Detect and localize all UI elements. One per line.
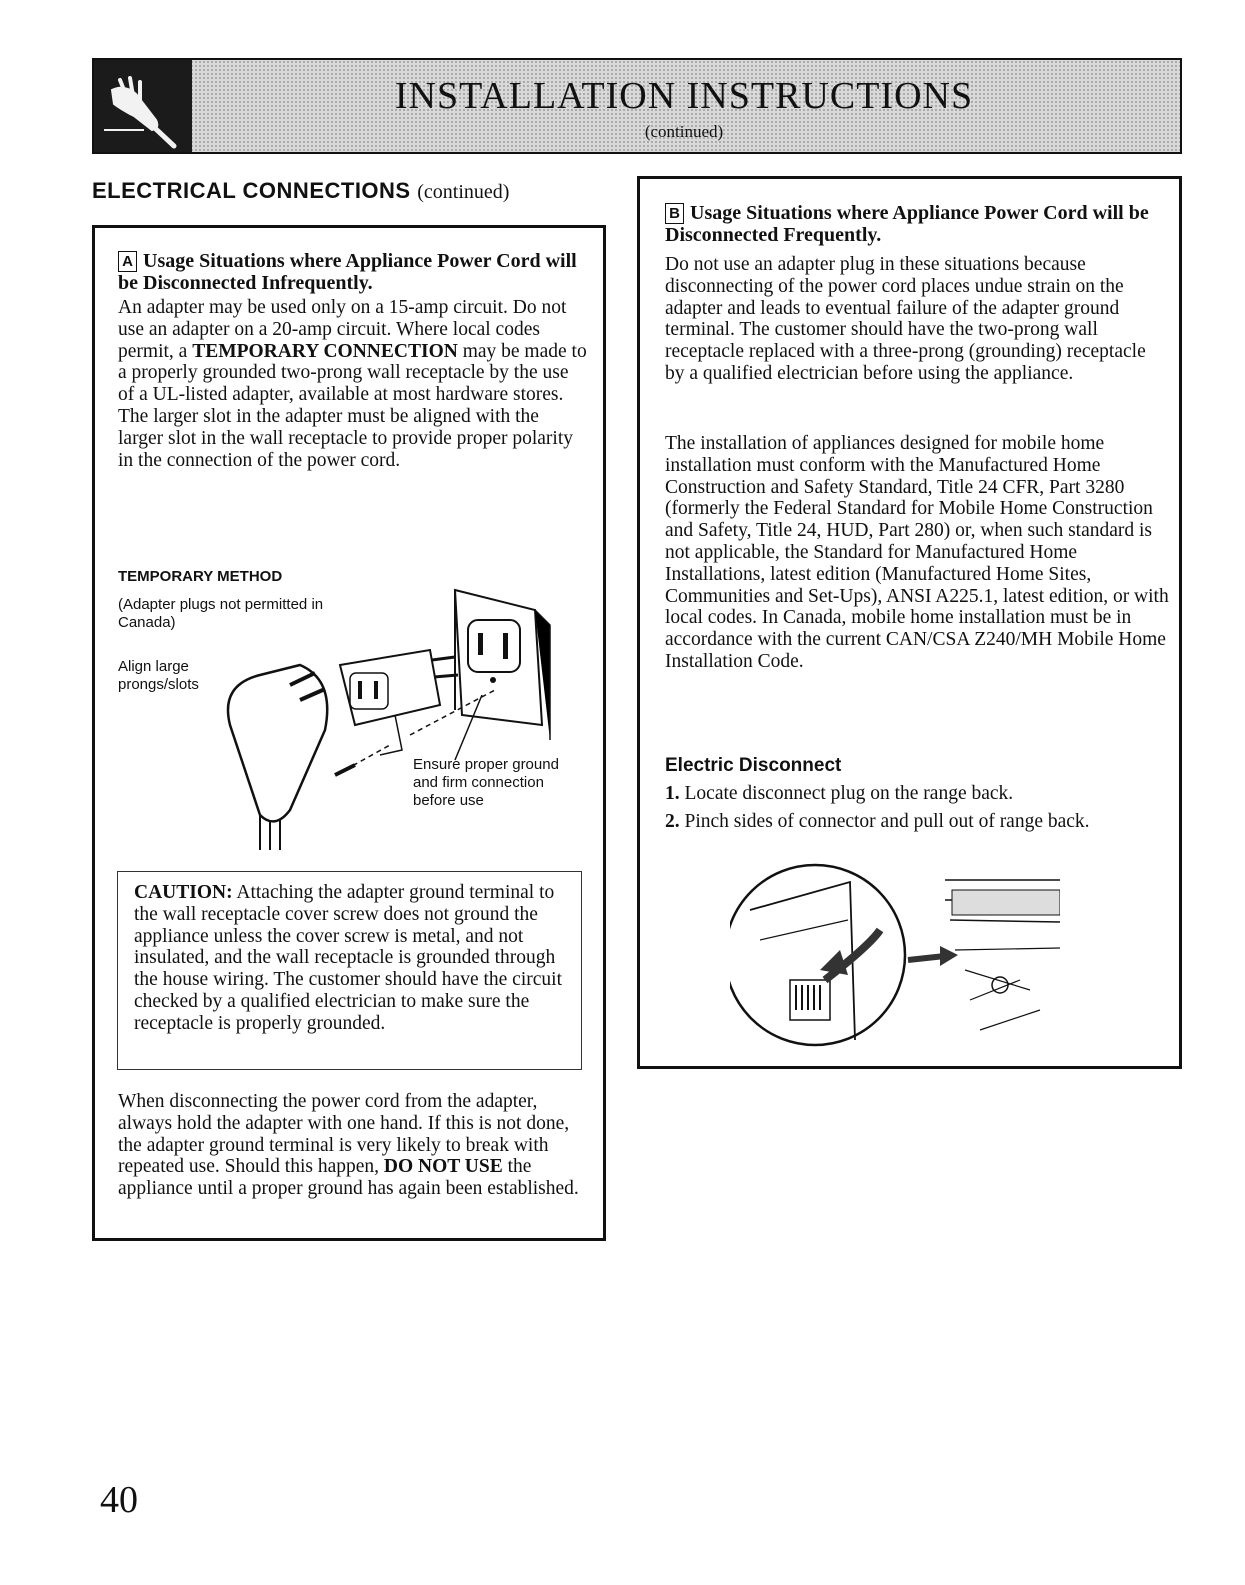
electric-disconnect-title: Electric Disconnect bbox=[665, 755, 842, 776]
disconnect-steps bbox=[665, 783, 1170, 839]
step-1-number: 1. bbox=[665, 783, 680, 804]
box-a-heading-text: Usage Situations where Appliance Power Cord will be Disconnected Infrequently. bbox=[118, 250, 577, 294]
installer-hand-icon bbox=[94, 60, 192, 152]
caution-label: CAUTION: bbox=[134, 882, 233, 903]
box-a-bottom-part2: the appliance until a proper ground has again been established. bbox=[118, 1156, 579, 1200]
caution-text bbox=[134, 882, 574, 1035]
box-a-bottom-text bbox=[118, 1091, 588, 1200]
box-a-letter: A bbox=[118, 251, 137, 272]
figure-a-align-label: Align large prongs/slots bbox=[118, 658, 199, 693]
box-a-body-part2: may be made to a properly grounded two-prong wall receptacle by the use of a UL-listed adapter, available at most hardware stores. The larger slot in the adapter must be aligned with the larger slot in the wall receptacle to provide proper polarity in the connection of the power cord. bbox=[118, 340, 587, 471]
step-1-text: Locate disconnect plug on the range back. bbox=[684, 783, 1014, 804]
step-2 bbox=[665, 811, 1170, 833]
figure-a-ensure-label: Ensure proper ground and firm connection before use bbox=[413, 756, 559, 809]
box-a-bottom-part1: When disconnecting the power cord from the adapter, always hold the adapter with one hand. If this is not done, the adapter ground terminal is very likely to break with repeated use. Should this happen, bbox=[118, 1091, 570, 1178]
page-number: 40 bbox=[100, 1479, 138, 1521]
page-title: INSTALLATION INSTRUCTIONS bbox=[394, 75, 974, 117]
section-title bbox=[92, 178, 509, 204]
section-title-text: ELECTRICAL CONNECTIONS bbox=[92, 178, 411, 203]
box-a-body-part1: An adapter may be used only on a 15-amp circuit. Do not use an adapter on a 20-amp circuit. Where local codes permit, a bbox=[118, 297, 567, 362]
range-disconnect-illustration bbox=[730, 860, 1060, 1060]
box-b-body-1: Do not use an adapter plug in these situations because disconnecting of the power cord places undue strain on the adapter and leads to eventual failure of the adapter ground terminal. The customer should have the two-prong wall receptacle replaced with a three-prong (grounding) receptacle by a qualified electrician before using the appliance. bbox=[665, 254, 1146, 384]
section-continued: (continued) bbox=[417, 181, 510, 203]
box-b-heading-text: Usage Situations where Appliance Power Cord will be Disconnected Frequently. bbox=[665, 202, 1149, 246]
figure-a-title: TEMPORARY METHOD bbox=[118, 568, 283, 585]
box-b-letter: B bbox=[665, 203, 684, 224]
step-1 bbox=[665, 783, 1170, 805]
step-2-number: 2. bbox=[665, 810, 680, 832]
box-a-body-emphasis: TEMPORARY CONNECTION bbox=[192, 340, 458, 362]
box-a-heading bbox=[118, 250, 588, 294]
box-b-heading bbox=[665, 202, 1165, 246]
box-a-bottom-emphasis: DO NOT USE bbox=[383, 1156, 503, 1178]
step-2-text: Pinch sides of connector and pull out of range back. bbox=[684, 810, 1090, 832]
box-a-body bbox=[118, 297, 588, 471]
adapter-plug-illustration bbox=[110, 565, 580, 855]
page-header-banner bbox=[92, 58, 1182, 154]
page-subtitle: (continued) bbox=[644, 122, 724, 141]
box-b-body-2: The installation of appliances designed for mobile home installation must conform with the Manufactured Home Construction and Safety Standard, Title 24 CFR, Part 3280 (formerly the Federal Standard for Mobile Home Construction and Safety, Title 24, HUD, Part 280) or, when such standard is not applicable, the Standard for Manufactured Home Installations, latest edition (Manufactured Home Sites, Communities and Set-Ups), ANSI A225.1, latest edition, or with local codes. In Canada, mobile home installation must be in accordance with the current CAN/CSA Z240/MH Mobile Home Installation Code. bbox=[665, 433, 1169, 672]
caution-body: Attaching the adapter ground terminal to the wall receptacle cover screw does not ground the appliance unless the cover screw is metal, and not insulated, and the wall receptacle is grounded through the house wiring. The customer should have the circuit checked by a qualified electrician to make sure the receptacle is properly grounded. bbox=[134, 882, 562, 1034]
figure-a-note: (Adapter plugs not permitted in Canada) bbox=[118, 596, 324, 631]
